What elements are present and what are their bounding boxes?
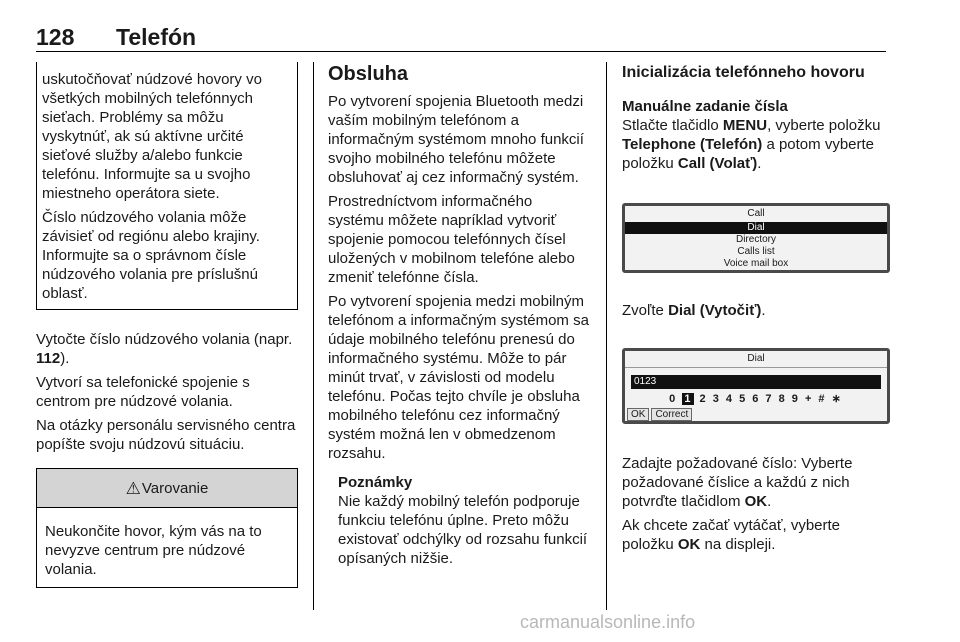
note-title: Poznámky <box>338 474 413 491</box>
paragraph-select-dial: Zvoľte Dial (Vytočiť). <box>622 302 766 319</box>
section-heading-obsluha: Obsluha <box>328 63 409 85</box>
column-left <box>36 62 298 588</box>
header-rule <box>36 51 886 52</box>
call-menu-item-directory[interactable]: Directory <box>735 234 776 245</box>
warning-title: Varovanie <box>141 479 209 497</box>
paragraph-press-menu: Stlačte tlačidlo MENU, vyberte položku Telephone (Telefón) a potom vyberte položku Call (Volať). <box>622 117 881 172</box>
call-menu-title: Call <box>747 208 765 219</box>
warning-icon: ⚠ <box>125 478 141 498</box>
call-menu-screen <box>622 203 890 273</box>
dial-buttons <box>625 408 887 421</box>
call-menu-item-dial[interactable]: Dial <box>625 222 887 234</box>
call-menu-item-calls-list[interactable]: Calls list <box>737 246 775 257</box>
warning-header <box>37 469 297 508</box>
page-number: 128 <box>36 24 75 50</box>
section-heading-call: Inicializácia telefónneho hovoru <box>622 64 865 81</box>
dial-screen <box>622 348 890 424</box>
paragraph-start-dialing: Ak chcete začať vytáčať, vyberte položku OK na displeji. <box>622 517 841 553</box>
dial-selected-digit: 1 <box>684 393 693 405</box>
page-header <box>36 18 886 52</box>
page-title: Telefón <box>116 24 197 50</box>
subheading-manual: Manuálne zadanie čísla <box>622 98 788 115</box>
column-divider-2 <box>606 62 607 610</box>
info-box <box>36 62 298 310</box>
paragraph-dial-emergency: Vytočte číslo núdzového volania (napr. 112). <box>36 331 293 367</box>
note-block <box>328 473 590 568</box>
paragraph-obsluha-2: Prostredníctvom informačného systému môžete napríklad vytvoriť spojenie pomocou telefónnych čísel uložených v mobilnom telefóne alebo zmeniť telefónne čísla. <box>328 193 575 286</box>
column-right <box>622 62 890 559</box>
dial-number-input[interactable]: 0123 <box>631 375 881 389</box>
paragraph-obsluha-3: Po vytvorení spojenia medzi mobilným telefónom a informačným systémom sa údaje mobilného telefónu prenesú do informačného systému. Môže to pár minút trvať, v závislosti od modelu telefónu. Počas tejto chvíle je obsluha mobilného telefónu cez informačný systém možná len v obmedzenom rozsahu. <box>328 293 589 462</box>
warning-text: Neukončite hovor, kým vás na to nevyzve centrum pre núdzové volania. <box>45 523 262 578</box>
column-middle <box>328 62 590 568</box>
warning-box <box>36 468 298 588</box>
paragraph-obsluha-1: Po vytvorení spojenia Bluetooth medzi vaším mobilným telefónom a informačným systémom mnoho funkcií svojho mobilného telefónu môžete obsluhovať aj cez informačný systém. <box>328 93 584 186</box>
column-divider-1 <box>313 62 314 610</box>
paragraph-enter-number: Zadajte požadované číslo: Vyberte požadované číslice a každú z nich potvrďte tlačidlom OK. <box>622 455 853 510</box>
info-box-paragraph-1: uskutočňovať núdzové hovory vo všetkých mobilných telefónnych sieťach. Problémy sa môžu vyskytnúť, ak sú aktívne určité sieťové služby a/alebo funkcie telefónu. Informujte sa u svojho miestneho operátora siete. <box>42 71 262 202</box>
note-text: Nie každý mobilný telefón podporuje funkciu telefónu úplne. Preto môžu existovať odchýlky od rozsahu funkcií opísaných nižšie. <box>338 493 588 567</box>
paragraph-questions: Na otázky personálu servisného centra popíšte svoju núdzovú situáciu. <box>36 417 296 453</box>
dial-screen-title: Dial <box>625 351 887 368</box>
dial-ok-button[interactable]: OK <box>627 408 649 421</box>
dial-correct-button[interactable]: Correct <box>651 408 692 421</box>
info-box-paragraph-2: Číslo núdzového volania môže závisieť od regiónu alebo krajiny. Informujte sa o správnom čísle núdzového volania pre príslušnú oblasť. <box>42 209 260 302</box>
paragraph-connection: Vytvorí sa telefonické spojenie s centrom pre núdzové volania. <box>36 374 250 410</box>
call-menu-item-voice-mail[interactable]: Voice mail box <box>723 258 789 269</box>
dial-digit-selector[interactable]: 0 1 2 3 4 5 6 7 8 9 + # ∗ <box>669 393 843 405</box>
watermark: carmanualsonline.info <box>520 612 696 632</box>
